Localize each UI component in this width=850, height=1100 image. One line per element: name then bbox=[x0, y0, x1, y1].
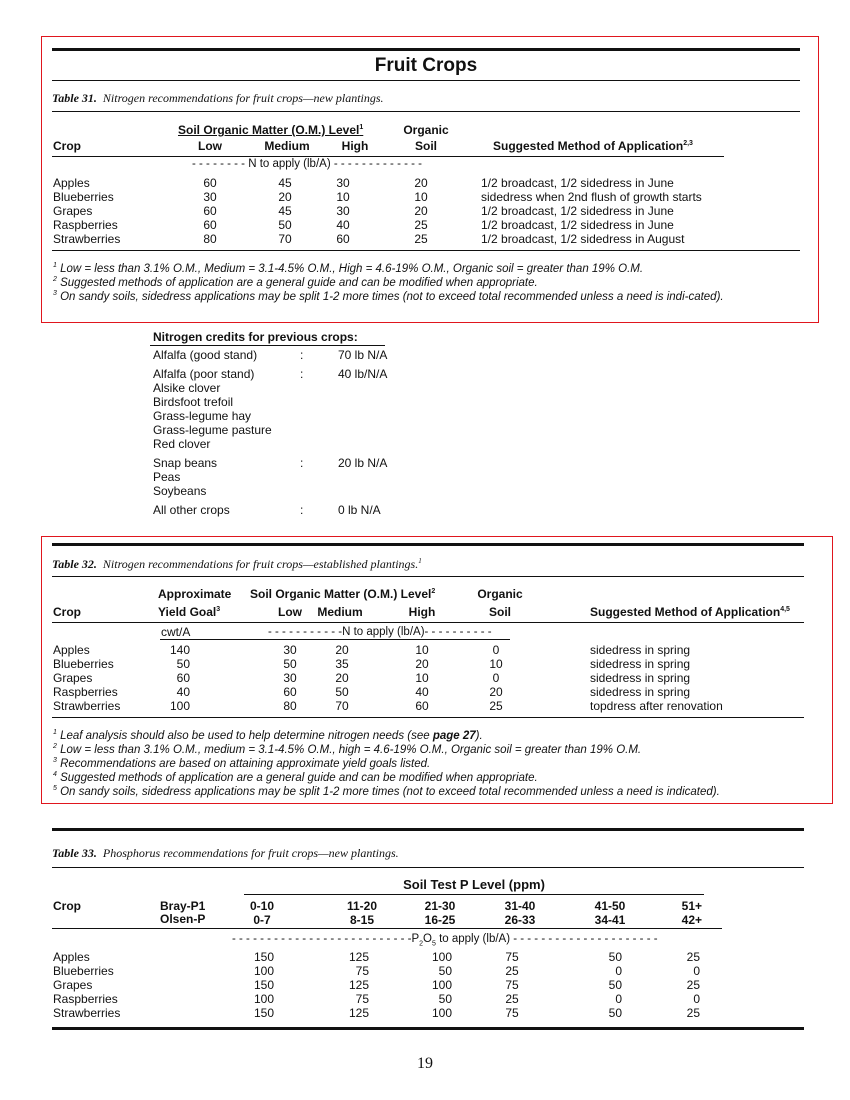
t33-value: 25 bbox=[505, 992, 519, 1006]
t33-range-header: 11-20 8-15 bbox=[346, 899, 378, 927]
t33-value: 50 bbox=[438, 964, 452, 978]
t32-high: 10 bbox=[415, 643, 429, 657]
t32-high: 20 bbox=[415, 657, 429, 671]
t32-medium: 70 bbox=[335, 699, 349, 713]
t33-value: 100 bbox=[253, 964, 274, 978]
t33-value: 150 bbox=[253, 950, 274, 964]
t32-medium: 20 bbox=[335, 643, 349, 657]
t33-value: 50 bbox=[438, 992, 452, 1006]
credits-colon: : bbox=[300, 348, 304, 362]
t33-value: 100 bbox=[253, 992, 274, 1006]
t31-organic: 20 bbox=[414, 204, 428, 218]
t31-n-apply-label: - - - - - - - - N to apply (lb/A) - - - - - - - - - - - - - bbox=[192, 158, 422, 170]
t31-organic: 10 bbox=[414, 190, 428, 204]
t31-low: 60 bbox=[203, 176, 217, 190]
t31-high: 60 bbox=[336, 232, 350, 246]
t33-header-crop: Crop bbox=[53, 899, 81, 913]
t32-organic: 10 bbox=[489, 657, 503, 671]
t31-high: 40 bbox=[336, 218, 350, 232]
t33-value: 75 bbox=[505, 950, 519, 964]
t31-footnote-1: $^1$ Low = less than 3.1% O.M., Medium = 3.1-4.5% O.M., High = 4.6-19% O.M., Organic soil = greater than 19% O.M. bbox=[53, 262, 644, 275]
t32-header-yield: Yield Goal$^3$ bbox=[158, 605, 221, 619]
table-33-top-thick-rule bbox=[52, 828, 804, 831]
credits-value: 20 lb N/A bbox=[338, 456, 388, 470]
credits-group bbox=[153, 503, 230, 517]
table-32-caption: Table 32. Nitrogen recommendations for fruit crops—established plantings.$^1$ bbox=[52, 557, 422, 571]
t33-value: 25 bbox=[686, 978, 700, 992]
table-33-caption: Table 33. Phosphorus recommendations for fruit crops—new plantings. bbox=[52, 846, 399, 860]
credits-crop: Grass-legume pasture bbox=[153, 423, 272, 437]
t32-medium: 20 bbox=[335, 671, 349, 685]
t32-medium: 50 bbox=[335, 685, 349, 699]
t33-value: 50 bbox=[608, 978, 622, 992]
t31-medium: 45 bbox=[278, 204, 292, 218]
credits-colon: : bbox=[300, 367, 304, 381]
t31-low: 60 bbox=[203, 218, 217, 232]
t31-organic: 25 bbox=[414, 218, 428, 232]
t32-header-medium: Medium bbox=[317, 605, 363, 619]
credits-colon: : bbox=[300, 503, 304, 517]
t32-organic: 0 bbox=[492, 671, 500, 685]
t32-organic: 25 bbox=[489, 699, 503, 713]
t33-value: 100 bbox=[431, 1006, 452, 1020]
t33-value: 75 bbox=[355, 992, 369, 1006]
credits-crop: Peas bbox=[153, 470, 181, 484]
credits-colon: : bbox=[300, 456, 304, 470]
t31-high: 30 bbox=[336, 176, 350, 190]
credits-crop: Alsike clover bbox=[153, 381, 221, 395]
t32-bottom-rule bbox=[52, 717, 804, 718]
t31-header-organic-soil: Soil bbox=[414, 139, 437, 153]
credits-title-rule bbox=[150, 345, 385, 346]
t31-method: 1/2 broadcast, 1/2 sidedress in June bbox=[481, 204, 674, 218]
t31-bottom-rule bbox=[52, 250, 800, 251]
t31-method: sidedress when 2nd flush of growth starts bbox=[481, 190, 702, 204]
credits-crop: Alfalfa (good stand) bbox=[153, 348, 258, 362]
t31-header-om: Soil Organic Matter (O.M.) Level$^1$ bbox=[178, 123, 364, 137]
t31-footnote-2: $^2$ Suggested methods of application are a general guide and can be modified when appropriate. bbox=[53, 276, 538, 289]
t33-value: 125 bbox=[348, 950, 369, 964]
t31-low: 60 bbox=[203, 204, 217, 218]
t31-header-medium: Medium bbox=[264, 139, 310, 153]
t31-footnote-3: $^3$ On sandy soils, sidedress applications may be split 1-2 more times (not to exceed total recommended unless a need is indi-cated). bbox=[53, 290, 724, 303]
t32-header-method: Suggested Method of Application$^{4,5}$ bbox=[590, 605, 790, 619]
t33-crop: Grapes bbox=[53, 978, 93, 992]
t33-value: 75 bbox=[505, 978, 519, 992]
t32-crop: Grapes bbox=[53, 671, 93, 685]
t31-crop: Strawberries bbox=[53, 232, 121, 246]
t32-organic: 20 bbox=[489, 685, 503, 699]
t31-low: 30 bbox=[203, 190, 217, 204]
t33-value: 0 bbox=[693, 992, 700, 1006]
t32-header-organic-soil: Soil bbox=[488, 605, 511, 619]
t31-medium: 70 bbox=[278, 232, 292, 246]
t32-crop: Blueberries bbox=[53, 657, 114, 671]
credits-crop: Grass-legume hay bbox=[153, 409, 252, 423]
t32-yield: 50 bbox=[176, 657, 190, 671]
t32-header-rule bbox=[52, 622, 804, 623]
credits-group bbox=[153, 348, 257, 362]
credits-crop: All other crops bbox=[153, 503, 230, 517]
t31-medium: 50 bbox=[278, 218, 292, 232]
t33-value: 25 bbox=[686, 950, 700, 964]
t32-yield: 140 bbox=[169, 643, 190, 657]
credits-title: Nitrogen credits for previous crops: bbox=[153, 330, 358, 344]
t33-crop: Blueberries bbox=[53, 964, 114, 978]
t31-medium: 20 bbox=[278, 190, 292, 204]
t31-organic: 20 bbox=[414, 176, 428, 190]
t33-value: 125 bbox=[348, 978, 369, 992]
credits-crop: Red clover bbox=[153, 437, 211, 451]
t33-value: 25 bbox=[686, 1006, 700, 1020]
t32-header-low: Low bbox=[278, 605, 302, 619]
t32-n-apply-label: - - - - - - - - - - -N to apply (lb/A)- - - - - - - - - - bbox=[268, 626, 492, 638]
t32-crop: Strawberries bbox=[53, 699, 121, 713]
t33-crop: Apples bbox=[53, 950, 90, 964]
section-title: Fruit Crops bbox=[374, 55, 478, 76]
t33-value: 100 bbox=[431, 978, 452, 992]
credits-group bbox=[153, 456, 217, 498]
t32-header-om: Soil Organic Matter (O.M.) Level$^2$ bbox=[250, 587, 436, 601]
credits-crop: Birdsfoot trefoil bbox=[153, 395, 234, 409]
t33-value: 150 bbox=[253, 978, 274, 992]
t31-medium: 45 bbox=[278, 176, 292, 190]
table-31-top-rule bbox=[52, 111, 800, 112]
t32-footnote-2: $^2$ Low = less than 3.1% O.M., medium = 3.1-4.5% O.M., high = 4.6-19% O.M., Organic soil = greater than 19% O.M. bbox=[53, 743, 642, 756]
title-rule bbox=[52, 80, 800, 81]
t31-crop: Grapes bbox=[53, 204, 93, 218]
t32-footnote-4: $^4$ Suggested methods of application are a general guide and can be modified when appropriate. bbox=[53, 771, 538, 784]
table-31-caption-text: Nitrogen recommendations for fruit crops—new plantings. bbox=[102, 91, 384, 105]
table-32-top-thick-rule bbox=[52, 543, 804, 546]
t32-yield: 40 bbox=[176, 685, 190, 699]
t33-value: 125 bbox=[348, 1006, 369, 1020]
t33-header-olsen: Olsen-P bbox=[160, 912, 206, 926]
t31-method: 1/2 broadcast, 1/2 sidedress in August bbox=[481, 232, 685, 246]
t32-method: sidedress in spring bbox=[590, 685, 691, 699]
t33-range-header: 0-10 0-7 bbox=[249, 899, 275, 927]
credits-value: 40 lb/N/A bbox=[338, 367, 388, 381]
t33-range-header: 21-30 16-25 bbox=[424, 899, 456, 927]
t31-low: 80 bbox=[203, 232, 217, 246]
t33-value: 75 bbox=[355, 964, 369, 978]
t31-method: 1/2 broadcast, 1/2 sidedress in June bbox=[481, 176, 674, 190]
t33-range-header: 31-40 26-33 bbox=[504, 899, 536, 927]
t32-method: sidedress in spring bbox=[590, 657, 691, 671]
t31-crop: Raspberries bbox=[53, 218, 118, 232]
t32-header-crop: Crop bbox=[53, 605, 81, 619]
t31-crop: Apples bbox=[53, 176, 90, 190]
t33-range-header: 41-50 34-41 bbox=[594, 899, 626, 927]
page-27-link[interactable]: page 27 bbox=[432, 729, 476, 742]
t32-footnote-5: $^5$ On sandy soils, sidedress applications may be split 1-2 more times (not to exceed total recommended unless a need is indicated). bbox=[53, 785, 720, 798]
page-number: 19 bbox=[417, 1055, 433, 1072]
credits-value: 70 lb N/A bbox=[338, 348, 388, 362]
credits-crop: Soybeans bbox=[153, 484, 207, 498]
t33-value: 50 bbox=[608, 1006, 622, 1020]
t33-value: 0 bbox=[615, 992, 622, 1006]
t33-value: 150 bbox=[253, 1006, 274, 1020]
t32-method: sidedress in spring bbox=[590, 643, 691, 657]
table-33-top-rule bbox=[52, 867, 804, 868]
t32-high: 10 bbox=[415, 671, 429, 685]
t33-crop: Raspberries bbox=[53, 992, 118, 1006]
t32-low: 30 bbox=[283, 643, 297, 657]
t33-value: 0 bbox=[615, 964, 622, 978]
t31-high: 30 bbox=[336, 204, 350, 218]
t33-group-rule bbox=[244, 894, 704, 895]
table-31-caption bbox=[52, 91, 384, 106]
t32-low: 30 bbox=[283, 671, 297, 685]
t33-header-group: Soil Test P Level (ppm) bbox=[403, 877, 545, 892]
t32-method: sidedress in spring bbox=[590, 671, 691, 685]
t32-organic: 0 bbox=[492, 643, 500, 657]
t32-header-high: High bbox=[408, 605, 436, 619]
t32-method: topdress after renovation bbox=[590, 699, 723, 713]
t33-value: 100 bbox=[431, 950, 452, 964]
t31-header-crop: Crop bbox=[53, 139, 81, 153]
t32-units-yield: cwt/A bbox=[161, 625, 191, 639]
t33-value: 50 bbox=[608, 950, 622, 964]
t33-value: 75 bbox=[505, 1006, 519, 1020]
t33-crop: Strawberries bbox=[53, 1006, 121, 1020]
t32-units-rule bbox=[160, 639, 510, 640]
t32-crop: Raspberries bbox=[53, 685, 118, 699]
credits-crop: Alfalfa (poor stand) bbox=[153, 367, 255, 381]
t31-header-method: Suggested Method of Application$^{2,3}$ bbox=[493, 139, 693, 153]
t31-header-low: Low bbox=[198, 139, 222, 153]
t33-header-bray: Bray-P1 bbox=[160, 899, 206, 913]
t32-footnote-1: $^1$ Leaf analysis should also be used to help determine nitrogen needs (see page 27). bbox=[53, 729, 483, 742]
t32-yield: 100 bbox=[169, 699, 190, 713]
t31-method: 1/2 broadcast, 1/2 sidedress in June bbox=[481, 218, 674, 232]
t32-high: 40 bbox=[415, 685, 429, 699]
t33-range-header: 51+ 42+ bbox=[681, 899, 702, 927]
t31-crop: Blueberries bbox=[53, 190, 114, 204]
t32-crop: Apples bbox=[53, 643, 90, 657]
table-31-caption-number: Table 31. bbox=[52, 91, 97, 105]
t32-medium: 35 bbox=[335, 657, 349, 671]
t33-value: 25 bbox=[505, 964, 519, 978]
t32-low: 50 bbox=[283, 657, 297, 671]
t33-value: 0 bbox=[693, 964, 700, 978]
table-32-top-rule bbox=[52, 576, 804, 577]
t31-header-organic: Organic bbox=[403, 123, 449, 137]
t32-footnote-3: $^3$ Recommendations are based on attaining approximate yield goals listed. bbox=[53, 757, 431, 770]
credits-crop: Snap beans bbox=[153, 456, 218, 470]
t32-high: 60 bbox=[415, 699, 429, 713]
credits-group bbox=[153, 367, 272, 451]
t31-organic: 25 bbox=[414, 232, 428, 246]
t32-header-organic: Organic bbox=[477, 587, 523, 601]
t31-high: 10 bbox=[336, 190, 350, 204]
credits-value: 0 lb N/A bbox=[338, 503, 381, 517]
top-rule bbox=[52, 48, 800, 51]
t32-low: 80 bbox=[283, 699, 297, 713]
t32-header-approx: Approximate bbox=[158, 587, 232, 601]
t32-low: 60 bbox=[283, 685, 297, 699]
t33-header-rule bbox=[52, 928, 722, 929]
t33-p2o5-apply-label: - - - - - - - - - - - - - - - - - - - - - - - - - $-P_2O_5$ to apply (lb/A) - - - - - - - - - - - - - - - - - - - - - bbox=[232, 933, 658, 948]
t31-header-high: High bbox=[341, 139, 369, 153]
t33-bottom-rule bbox=[52, 1027, 804, 1030]
t32-yield: 60 bbox=[176, 671, 190, 685]
